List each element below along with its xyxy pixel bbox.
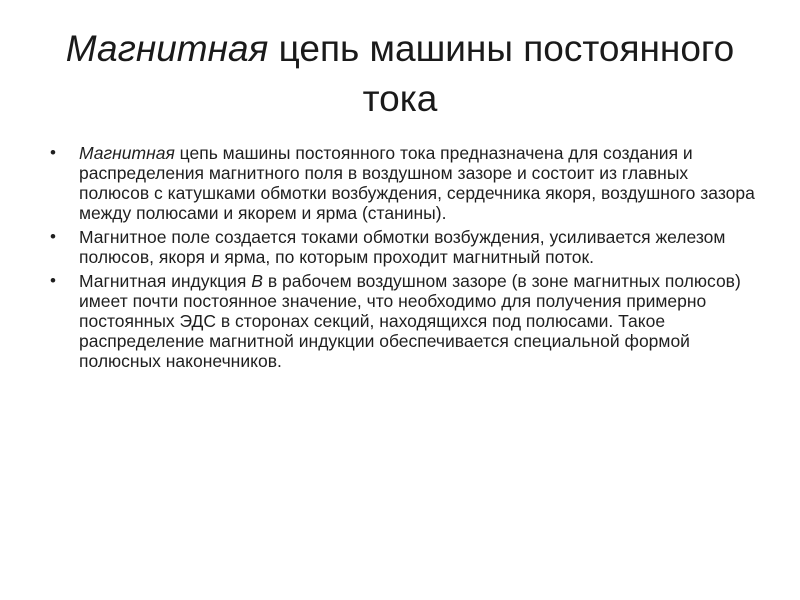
bullet-icon: •	[50, 271, 56, 290]
slide-title-rest: цепь машины постоянного тока	[268, 28, 735, 119]
bullet-3-text-after: в рабочем воздушном зазоре (в зоне магнитных полюсов) имеет почти постоянное значение, что необходимо для получения примерно постоянных ЭДС в сторонах секций, находящихся под полюсами. Такое распределение магнитной индукции обеспечивается специальной формой полюсных наконечников.	[79, 271, 741, 371]
bullet-item-3	[50, 271, 755, 371]
bullet-3-text-before: Магнитная индукция	[79, 271, 252, 291]
slide-title-italic: Магнитная	[65, 28, 269, 69]
bullet-1-italic-lead: Магнитная	[79, 143, 175, 163]
bullet-3-italic-symbol: B	[251, 271, 263, 291]
bullet-2-text: Магнитное поле создается токами обмотки возбуждения, усиливается железом полюсов, якоря и ярма, по которым проходит магнитный поток.	[79, 227, 726, 267]
bullet-1-text: цепь машины постоянного тока предназначена для создания и распределения магнитного поля в воздушном зазоре и состоит из главных полюсов с катушками обмотки возбуждения, сердечника якоря, воздушного зазора между полюсами и якорем и ярма (станины).	[79, 143, 755, 223]
bullet-item-2	[50, 227, 755, 267]
bullet-list	[50, 143, 755, 375]
bullet-item-1	[50, 143, 755, 223]
bullet-icon: •	[50, 143, 56, 162]
bullet-icon: •	[50, 227, 56, 246]
slide-title	[60, 24, 740, 124]
